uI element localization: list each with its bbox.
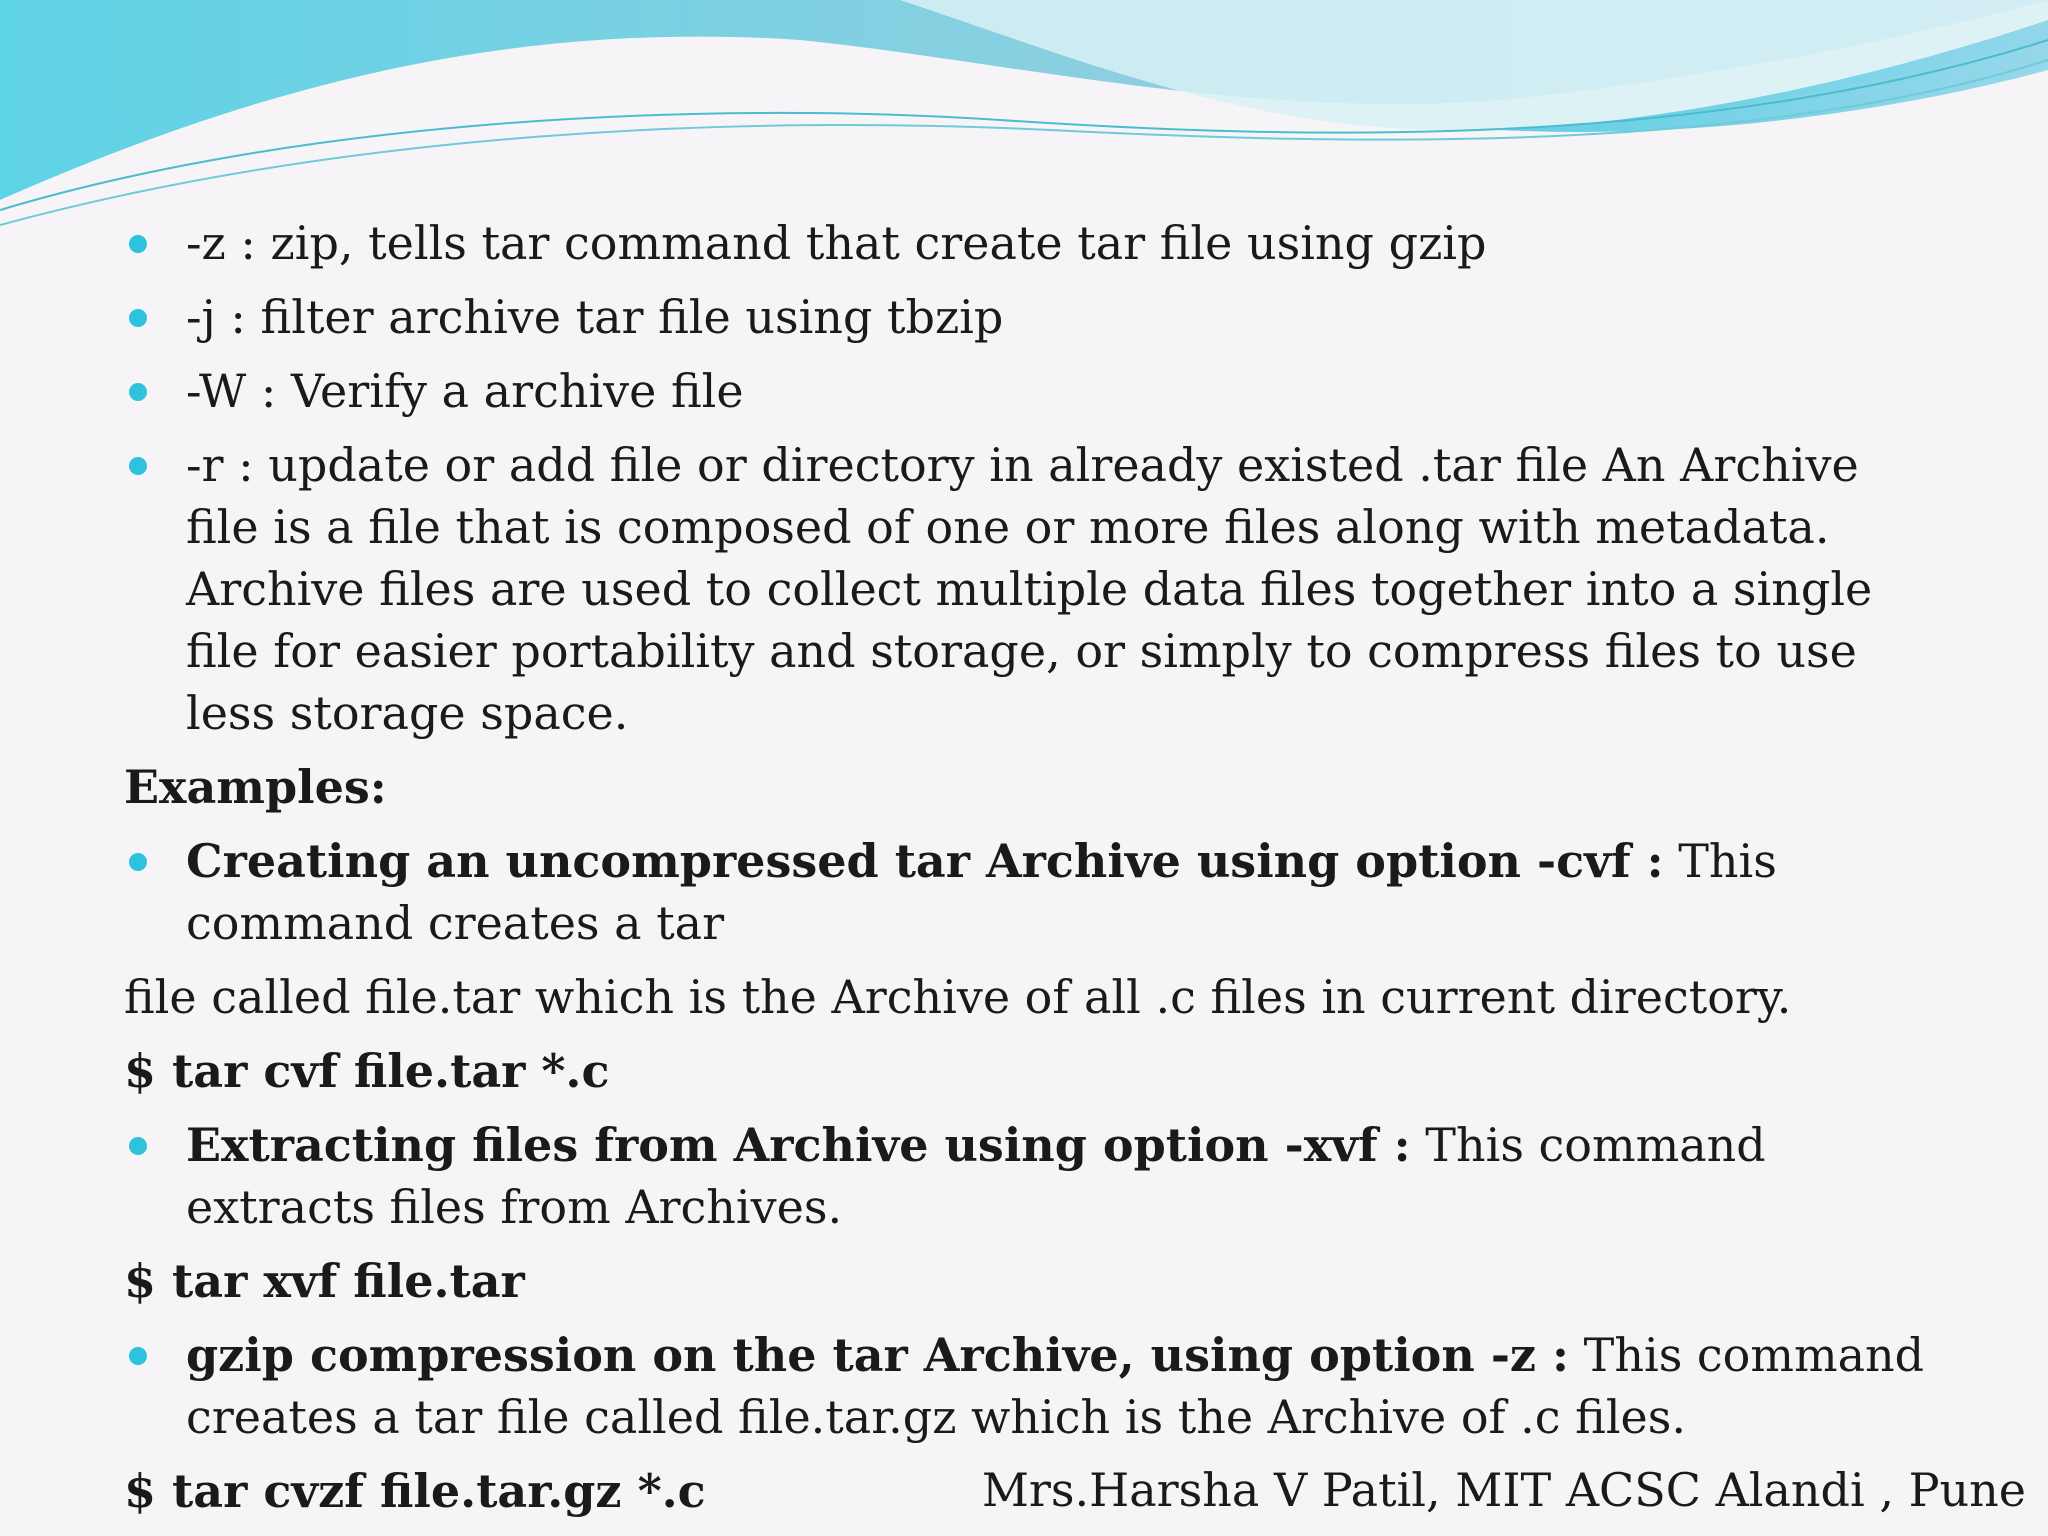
header-wave-decoration (0, 0, 2048, 240)
bullet-item (124, 212, 1944, 274)
example-item (124, 830, 1944, 954)
bullet-dot-icon (129, 853, 147, 871)
slide-content (124, 212, 1944, 1534)
bullet-text: -j : filter archive tar file using tbzip (186, 290, 1004, 344)
bullet-item (124, 286, 1944, 348)
example-command: $ tar cvf file.tar *.c (124, 1044, 610, 1098)
example-title: Extracting files from Archive using option -xvf : (186, 1118, 1411, 1172)
example-continuation: file called file.tar which is the Archive of all .c files in current directory. (124, 970, 1792, 1024)
bullet-item (124, 360, 1944, 422)
bullet-text: -W : Verify a archive file (186, 364, 744, 418)
bullet-dot-icon (129, 457, 147, 475)
example-title: Creating an uncompressed tar Archive using option -cvf : (186, 834, 1664, 888)
bullet-text: -z : zip, tells tar command that create tar file using gzip (186, 216, 1487, 270)
bullet-dot-icon (129, 235, 147, 253)
bullet-dot-icon (129, 1137, 147, 1155)
example-item (124, 1324, 1944, 1448)
example-command: $ tar xvf file.tar (124, 1254, 525, 1308)
bullet-dot-icon (129, 1347, 147, 1365)
bullet-item (124, 434, 1944, 744)
example-title: gzip compression on the tar Archive, using option -z : (186, 1328, 1570, 1382)
example-description: This command creates a tar file called file.tar.gz which is the Archive of .c files. (186, 1328, 1925, 1444)
footer-credit: Mrs.Harsha V Patil, MIT ACSC Alandi , Pune (981, 1463, 2026, 1517)
examples-heading: Examples: (124, 760, 387, 814)
example-description: This command creates a tar (186, 834, 1777, 950)
example-description: This command extracts files from Archives. (186, 1118, 1766, 1234)
bullet-dot-icon (129, 383, 147, 401)
bullet-dot-icon (129, 309, 147, 327)
example-command: $ tar cvzf file.tar.gz *.c (124, 1464, 706, 1518)
bullet-text: -r : update or add file or directory in already existed .tar file An Archive file is a file that is composed of one or more files along with metadata. Archive files are used to collect multiple data files together into a single file for easier portability and storage, or simply to compress files to use less storage space. (186, 438, 1873, 740)
example-item (124, 1114, 1944, 1238)
